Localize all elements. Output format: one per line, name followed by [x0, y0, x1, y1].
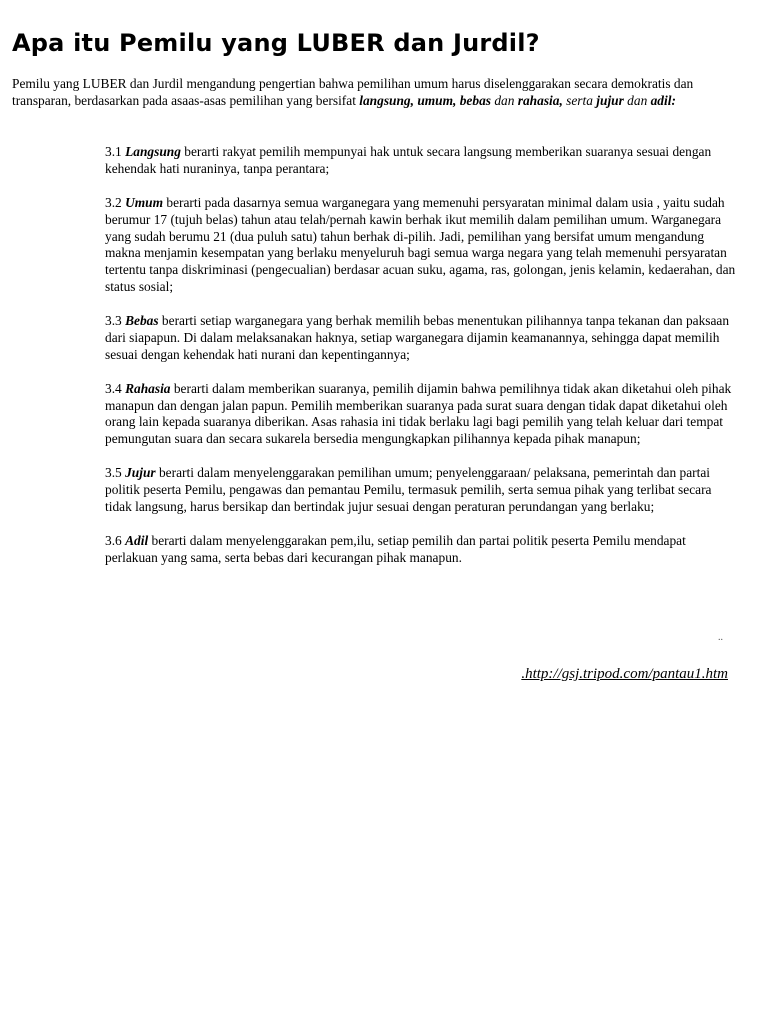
item-number: 3.1 [105, 144, 126, 159]
item-text: berarti pada dasarnya semua warganegara yang memenuhi persyaratan minimal dalam usia , yaitu sudah berumur 17 (tujuh belas) tahun atau telah/pernah kawin berhak ikut memilih dalam pemilihan umum. Warganegara yang sudah berumu 21 (dua puluh satu) tahun berhak di-pilih. Jadi, pemilihan yang bersifat umum mengandung makna menjamin kesempatan yang berlaku menyeluruh bagi semua warga negara yang telah memenuhi persyaratan tertentu tanpa diskriminasi (pengecualian) berdasar acuan suku, agama, ras, golongan, jenis kelamin, kedaerahan, dan status sosial; [105, 194, 736, 295]
item-text: berarti setiap warganegara yang berhak memilih bebas menentukan pilihannya tanpa tekanan dan paksaan dari siapapun. Di dalam melaksanakan haknya, setiap warganegara dijamin keamanannya, sehingga dapat memilih sesuai dengan kehendak hati nurani dan kepentingannya; [105, 313, 730, 362]
item-term: Adil [125, 532, 149, 548]
item-number: 3.5 [105, 465, 126, 481]
list-item-bebas [105, 313, 737, 364]
item-number: 3.3 [105, 313, 126, 329]
source-link[interactable]: .http://gsj.tripod.com/pantau1.htm [521, 666, 728, 682]
page-title: Apa itu Pemilu yang LUBER dan Jurdil? [12, 29, 540, 57]
item-text: berarti dalam menyelenggarakan pem,ilu, setiap pemilih dan partai politik peserta Pemilu mendapat perlakuan yang sama, serta bebas dari kecurangan pihak manapun. [105, 532, 686, 565]
intro-principle-jujur: jujur [596, 92, 624, 108]
item-text: berarti dalam memberikan suaranya, pemilih dijamin bahwa pemilihnya tidak akan diketahui oleh pihak manapun dan dengan jalan papun. Pemilih memberikan suaranya pada surat suara dengan tidak dapat diketahui oleh orang lain kepada suaranya diberikan. Asas rahasia ini tidak berlaku lagi bagi pemilih yang telah keluar dari tempat pemungutan suara dan secara sukarela bersedia mengungkapkan pilihannya kepada pihak manapun; [105, 380, 732, 447]
item-term: Bebas [125, 313, 159, 329]
intro-dan-2: dan [623, 92, 651, 108]
list-item-adil [105, 533, 737, 567]
intro-dan-1: dan [490, 92, 518, 108]
intro-paragraph [12, 76, 740, 109]
intro-principles-langsung-umum-bebas: langsung, umum, bebas [359, 92, 491, 108]
trailing-dots: .. [718, 632, 723, 643]
item-text: berarti rakyat pemilih mempunyai hak untuk secara langsung memberikan suaranya sesuai dengan kehendak hati nuraninya, tanpa perantara; [105, 144, 712, 176]
item-number: 3.6 [105, 532, 126, 548]
intro-principle-rahasia: rahasia, [517, 92, 563, 108]
item-term: Jujur [125, 465, 156, 481]
item-number: 3.2 [105, 194, 126, 210]
intro-principle-adil: adil: [650, 92, 676, 108]
item-term: Umum [125, 194, 164, 210]
intro-text: Pemilu yang LUBER dan Jurdil mengandung pengertian bahwa pemilihan umum harus diselenggarakan secara demokratis dan transparan, berdasarkan pada asaas-asas pemilihan yang bersifat [12, 76, 694, 108]
principles-list [105, 144, 737, 583]
list-item-jujur [105, 465, 737, 516]
list-item-rahasia [105, 381, 737, 449]
item-text: berarti dalam menyelenggarakan pemilihan umum; penyelenggaraan/ pelaksana, pemerintah dan partai politik peserta Pemilu, pengawas dan pemantau Pemilu, termasuk pemilih, serta semua pihak yang terlibat secara tidak langsung, harus bersikap dan bertindak jujur sesuai dengan peraturan perundangan yang berlaku; [105, 465, 712, 514]
list-item-umum [105, 195, 737, 296]
list-item-langsung [105, 144, 737, 178]
intro-serta: serta [562, 92, 597, 108]
item-term: Langsung [125, 144, 181, 159]
item-term: Rahasia [125, 380, 171, 396]
item-number: 3.4 [105, 380, 126, 396]
